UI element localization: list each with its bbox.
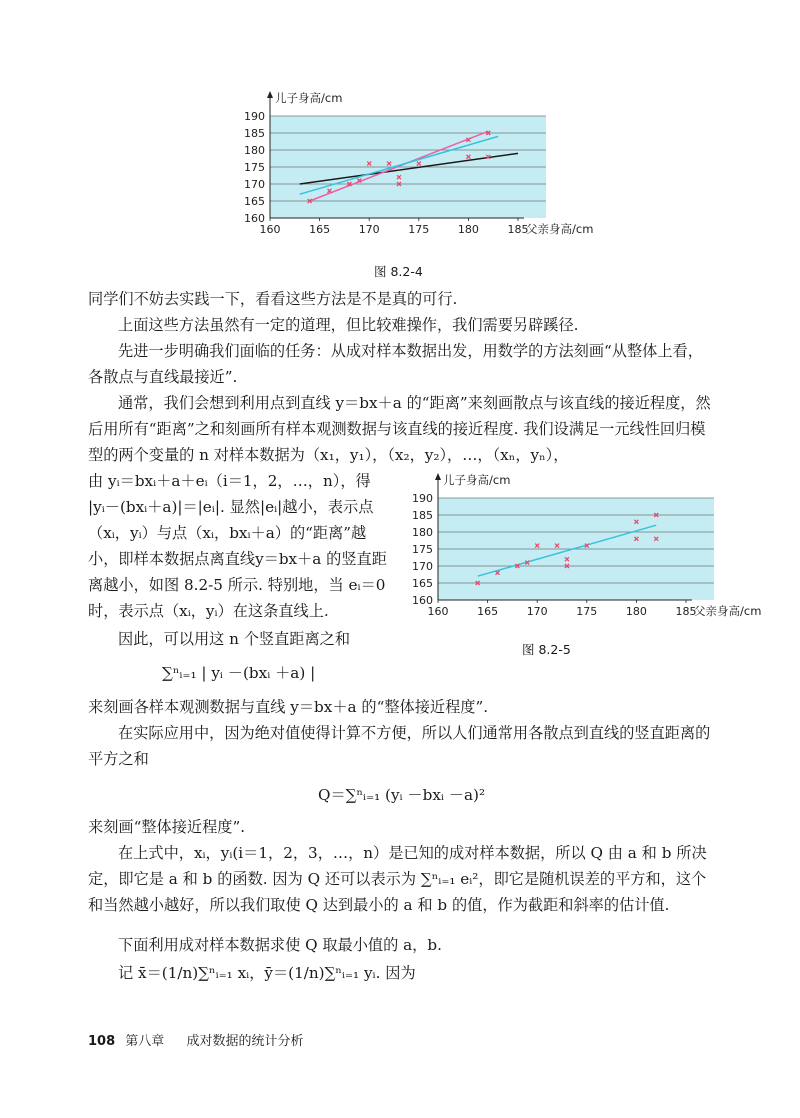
paragraph-8: 在实际应用中，因为绝对值使得计算不方便，所以人们通常用各散点到直线的竖直距离的平方之和 (88, 724, 711, 768)
y-tick-label: 180 (412, 526, 433, 539)
y-tick-label: 170 (244, 178, 265, 191)
y-tick-label: 175 (244, 161, 265, 174)
paragraph-5: 由 yᵢ＝bxᵢ＋a＋eᵢ（i＝1，2，…，n），得 |yᵢ－(bxᵢ＋a)|＝|eᵢ|. 显然|eᵢ|越小，表示点（xᵢ，yᵢ）与点（xᵢ，bxᵢ＋a）的“距离”越小，即样本数据点离直线y＝bx＋a 的竖直距离越小，如图 8.2-5 所示. 特别地，当 eᵢ＝0 时，表示点（xᵢ，yᵢ）在这条直线上. (88, 472, 387, 620)
y-tick-label: 190 (244, 110, 265, 123)
y-tick-label: 190 (412, 492, 433, 505)
x-tick-label: 165 (477, 605, 499, 618)
x-tick-label: 180 (625, 605, 647, 618)
figure-8-2-4-caption: 图 8.2-4 (374, 264, 423, 279)
y-tick-label: 165 (244, 195, 265, 208)
x-tick-label: 185 (507, 223, 529, 236)
figure-8-2-5-caption: 图 8.2-5 (522, 642, 571, 657)
page-number: 108 (88, 1034, 116, 1049)
paragraph-12: 记 x̄＝(1/n)∑ⁿᵢ₌₁ xᵢ，ȳ＝(1/n)∑ⁿᵢ₌₁ yᵢ. 因为 (118, 964, 416, 982)
paragraph-4: 通常，我们会想到利用点到直线 y＝bx＋a 的“距离”来刻画散点与该直线的接近程度，然后用所有“距离”之和刻画所有样本观测数据与该直线的接近程度. 我们设满足一元线性回归模型的两个变量的 n 对样本数据为（x₁，y₁），（x₂，y₂），…，（xₙ，yₙ）， (88, 394, 711, 464)
formula-sum-abs: ∑ⁿᵢ₌₁ | yᵢ －(bxᵢ ＋a) | (162, 664, 316, 682)
page-footer (88, 1030, 303, 1049)
x-tick-label: 175 (576, 605, 598, 618)
paragraph-10: 在上式中，xᵢ，yᵢ(i＝1，2，3，…，n）是已知的成对样本数据，所以 Q 由 a 和 b 所决定，即它是 a 和 b 的函数. 因为 Q 还可以表示为 ∑ⁿᵢ₌₁ eᵢ²，即它是随机误差的平方和，这个和当然越小越好，所以我们取使 Q 达到最小的 a 和 b 的值，作为截距和斜率的估计值. (88, 844, 707, 914)
figure-8-2-4-chart (230, 88, 594, 248)
paragraph-7: 来刻画各样本观测数据与直线 y＝bx＋a 的“整体接近程度”. (88, 698, 489, 716)
x-tick-label: 160 (259, 223, 281, 236)
paragraph-11: 下面利用成对样本数据求使 Q 取最小值的 a，b. (118, 936, 442, 954)
y-axis-label: 儿子身高/cm (443, 473, 511, 487)
x-tick-label: 165 (309, 223, 331, 236)
y-tick-label: 165 (412, 577, 433, 590)
x-axis-label: 父亲身高/cm (526, 222, 594, 236)
y-axis-arrow (435, 473, 441, 480)
paragraph-6: 因此，可以用这 n 个竖直距离之和 (118, 630, 351, 648)
x-tick-label: 185 (675, 605, 697, 618)
x-tick-label: 170 (358, 223, 380, 236)
y-tick-label: 175 (412, 543, 433, 556)
y-tick-label: 180 (244, 144, 265, 157)
chapter-title: 成对数据的统计分析 (186, 1034, 304, 1049)
y-axis-arrow (267, 91, 273, 98)
paragraph-9: 来刻画“整体接近程度”. (88, 818, 246, 836)
chapter-label: 第八章 (125, 1034, 165, 1049)
formula-q: Q＝∑ⁿᵢ₌₁ (yᵢ －bxᵢ －a)² (318, 786, 486, 804)
y-tick-label: 185 (244, 127, 265, 140)
y-tick-label: 160 (412, 594, 433, 607)
x-tick-label: 180 (457, 223, 479, 236)
figure-8-2-5-chart (398, 470, 762, 630)
x-tick-label: 175 (408, 223, 430, 236)
paragraph-3: 先进一步明确我们面临的任务：从成对样本数据出发，用数学的方法刻画“从整体上看，各散点与直线最接近”. (88, 342, 703, 386)
y-axis-label: 儿子身高/cm (275, 91, 343, 105)
x-tick-label: 160 (427, 605, 449, 618)
y-tick-label: 160 (244, 212, 265, 225)
x-axis-label: 父亲身高/cm (694, 604, 762, 618)
y-tick-label: 170 (412, 560, 433, 573)
x-tick-label: 170 (526, 605, 548, 618)
paragraph-2: 上面这些方法虽然有一定的道理，但比较难操作，我们需要另辟蹊径. (118, 316, 579, 334)
paragraph-1: 同学们不妨去实践一下，看看这些方法是不是真的可行. (88, 290, 458, 308)
y-tick-label: 185 (412, 509, 433, 522)
